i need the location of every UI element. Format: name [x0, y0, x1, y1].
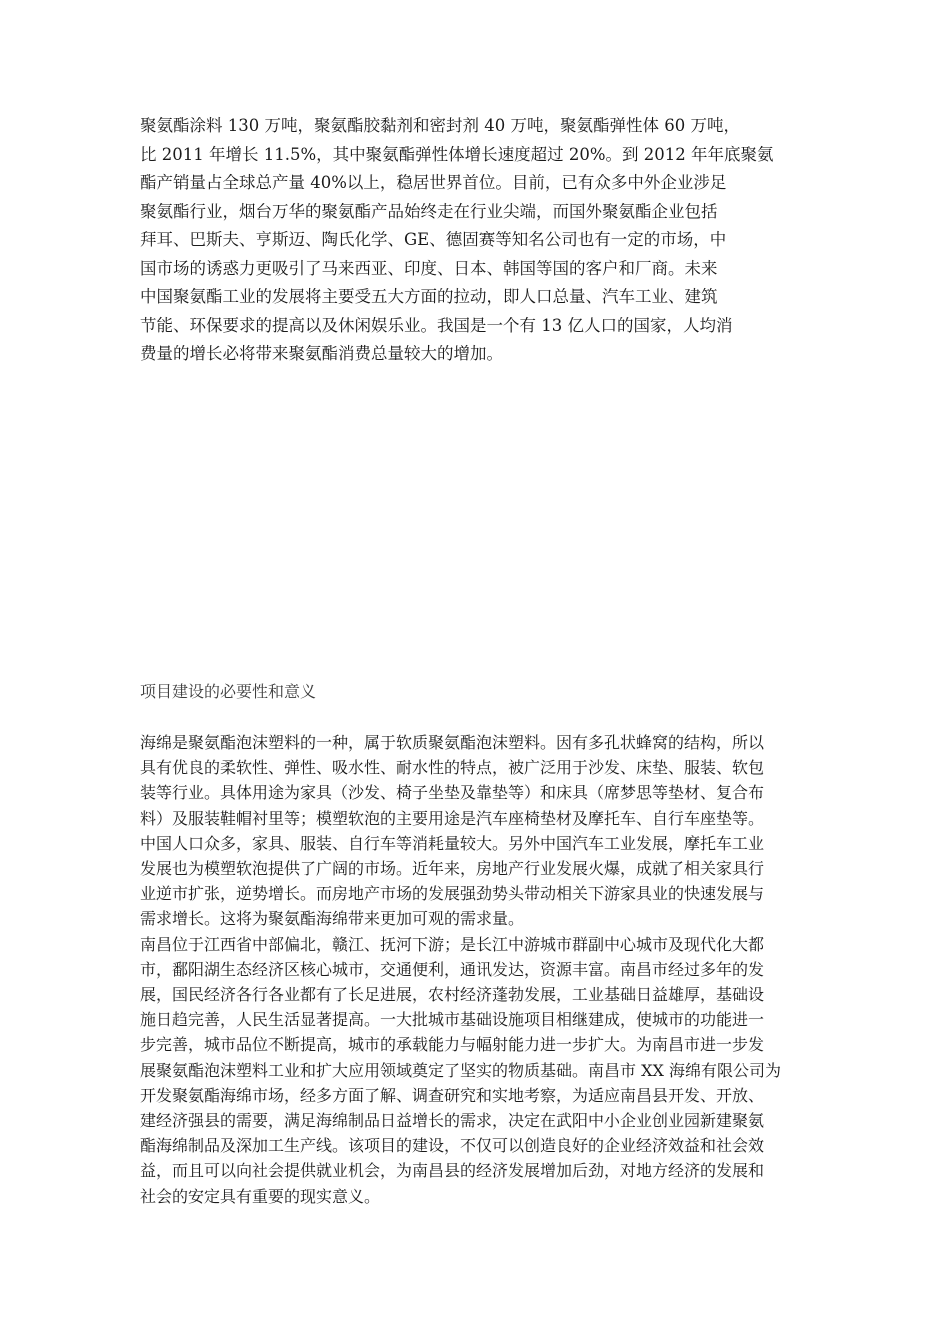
paragraph-line: 建经济强县的需要，满足海绵制品日益增长的需求，决定在武阳中小企业创业园新建聚氨	[140, 1111, 765, 1131]
paragraph-polyurethane-market	[140, 112, 830, 369]
paragraph-line: 聚氨酯行业，烟台万华的聚氨酯产品始终走在行业尖端，而国外聚氨酯企业包括	[140, 201, 718, 221]
paragraph-line: 比 2011 年增长 11.5%，其中聚氨酯弹性体增长速度超过 20%。到 2012 年年底聚氨	[140, 144, 774, 164]
paragraph-line: 料）及服装鞋帽衬里等；模塑软泡的主要用途是汽车座椅垫材及摩托车、自行车座垫等。	[140, 808, 765, 828]
paragraph-line: 酯海绵制品及深加工生产线。该项目的建设，不仅可以创造良好的企业经济效益和社会效	[140, 1136, 765, 1156]
paragraph-line: 需求增长。这将为聚氨酯海绵带来更加可观的需求量。	[140, 909, 525, 929]
paragraph-line: 市，鄱阳湖生态经济区核心城市，交通便利，通讯发达，资源丰富。南昌市经过多年的发	[140, 959, 765, 979]
paragraph-line: 装等行业。具体用途为家具（沙发、椅子坐垫及靠垫等）和床具（席梦思等垫材、复合布	[140, 783, 765, 803]
paragraph-line: 益，而且可以向社会提供就业机会，为南昌县的经济发展增加后劲，对地方经济的发展和	[140, 1161, 765, 1181]
paragraph-line: 拜耳、巴斯夫、亨斯迈、陶氏化学、GE、德固赛等知名公司也有一定的市场，中	[140, 230, 727, 249]
paragraph-line: 酯产销量占全球总产量 40%以上，稳居世界首位。目前，已有众多中外企业涉足	[140, 173, 727, 192]
paragraph-project-necessity	[140, 730, 830, 1209]
paragraph-line: 国市场的诱惑力更吸引了马来西亚、印度、日本、韩国等国的客户和厂商。未来	[140, 258, 718, 278]
paragraph-line: 社会的安定具有重要的现实意义。	[140, 1186, 381, 1206]
paragraph-line: 费量的增长必将带来聚氨酯消费总量较大的增加。	[140, 344, 503, 363]
paragraph-line: 海绵是聚氨酯泡沫塑料的一种，属于软质聚氨酯泡沫塑料。因有多孔状蜂窝的结构，所以	[140, 733, 765, 752]
paragraph-line: 步完善，城市品位不断提高，城市的承载能力与幅射能力进一步扩大。为南昌市进一步发	[140, 1035, 765, 1055]
paragraph-line: 展聚氨酯泡沫塑料工业和扩大应用领域奠定了坚实的物质基础。南昌市 XX 海绵有限公司为	[140, 1060, 781, 1080]
paragraph-line: 中国聚氨酯工业的发展将主要受五大方面的拉动，即人口总量、汽车工业、建筑	[140, 287, 718, 306]
paragraph-line: 发展也为模塑软泡提供了广阔的市场。近年来，房地产行业发展火爆，成就了相关家具行	[140, 859, 765, 879]
paragraph-line: 业逆市扩张，逆势增长。而房地产市场的发展强劲势头带动相关下游家具业的快速发展与	[140, 884, 765, 904]
paragraph-line: 节能、环保要求的提高以及休闲娱乐业。我国是一个有 13 亿人口的国家，人均消	[140, 315, 733, 335]
section-heading: 项目建设的必要性和意义	[140, 682, 317, 701]
paragraph-line: 展，国民经济各行各业都有了长足进展，农村经济蓬勃发展，工业基础日益雄厚，基础设	[140, 985, 765, 1005]
paragraph-line: 施日趋完善，人民生活显著提高。一大批城市基础设施项目相继建成，使城市的功能进一	[140, 1010, 765, 1030]
paragraph-line: 中国人口众多，家具、服装、自行车等消耗量较大。另外中国汽车工业发展，摩托车工业	[140, 833, 765, 853]
paragraph-line: 南昌位于江西省中部偏北，赣江、抚河下游；是长江中游城市群副中心城市及现代化大都	[140, 934, 765, 954]
paragraph-line: 聚氨酯涂料 130 万吨，聚氨酯胶黏剂和密封剂 40 万吨，聚氨酯弹性体 60 万吨，	[140, 116, 740, 135]
paragraph-line: 开发聚氨酯海绵市场，经多方面了解、调查研究和实地考察，为适应南昌县开发、开放、	[140, 1085, 765, 1105]
paragraph-line: 具有优良的柔软性、弹性、吸水性、耐水性的特点，被广泛用于沙发、床垫、服装、软包	[140, 758, 765, 778]
